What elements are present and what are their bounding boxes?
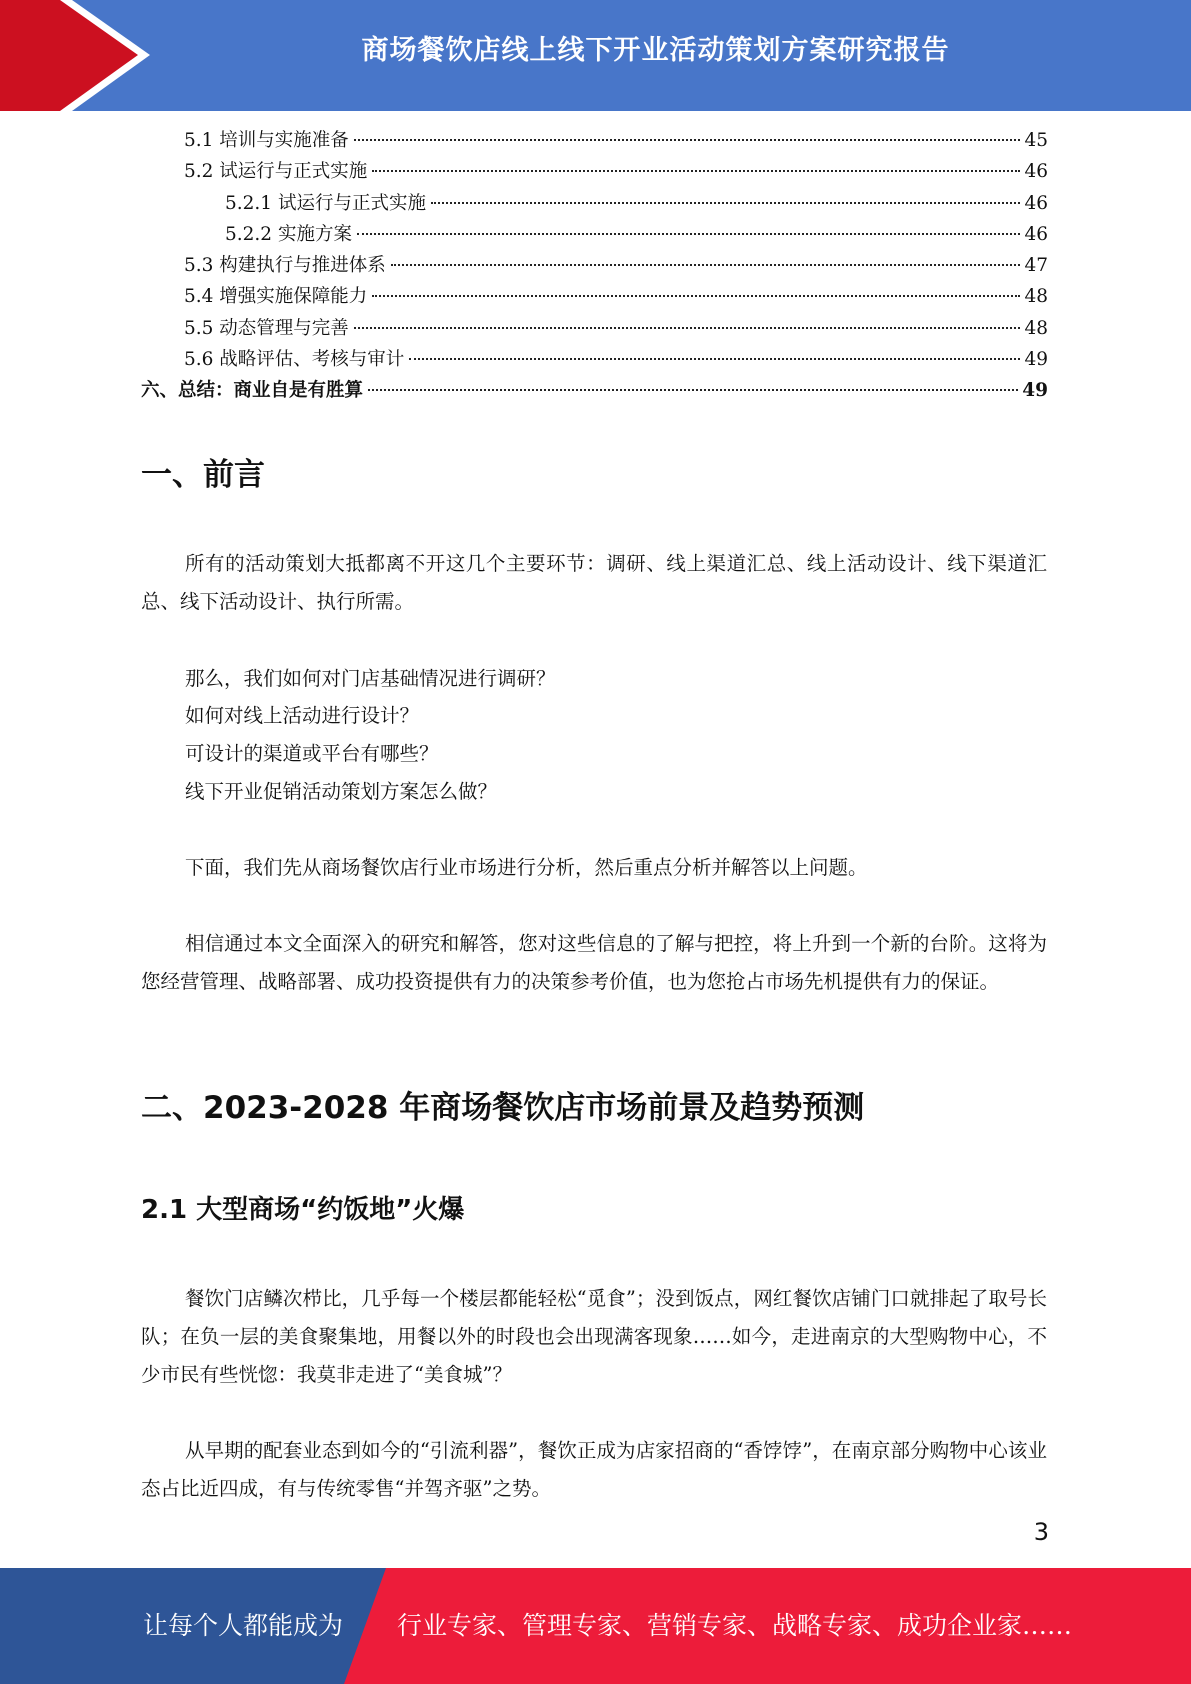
subsection-heading-2-1: 2.1 大型商场“约饭地”火爆	[141, 1195, 465, 1225]
market-paragraph-2: 从早期的配套业态到如今的“引流利器”，餐饮正成为店家招商的“香饽饽”，在南京部分购物中心该业态占比近四成，有与传统零售“并驾齐驱”之势。	[141, 1439, 1047, 1500]
toc-entry-page: 49	[1024, 349, 1048, 371]
toc-entry-title: 5.6 战略评估、考核与审计	[184, 349, 405, 371]
toc-entry-title: 5.2 试运行与正式实施	[184, 161, 368, 183]
question-line-4: 线下开业促销活动策划方案怎么做？	[185, 780, 498, 803]
preface-paragraph-3: 相信通过本文全面深入的研究和解答，您对这些信息的了解与把控，将上升到一个新的台阶。这将为您经营管理、战略部署、成功投资提供有力的决策参考价值，也为您抢占市场先机提供有力的保证。	[141, 932, 1047, 993]
preface-paragraph-1: 所有的活动策划大抵都离不开这几个主要环节：调研、线上渠道汇总、线上活动设计、线下渠道汇总、线下活动设计、执行所需。	[141, 552, 1047, 613]
toc-dot-leader	[354, 327, 1021, 329]
section-heading-market-outlook: 二、2023-2028 年商场餐饮店市场前景及趋势预测	[141, 1090, 865, 1126]
footer-band	[0, 1568, 1191, 1684]
toc-entry-page: 46	[1024, 161, 1048, 183]
toc-dot-leader	[357, 233, 1021, 235]
toc-entry-page: 49	[1022, 380, 1048, 402]
toc-entry[interactable]	[141, 282, 1048, 313]
page-number: 3	[1033, 1518, 1049, 1546]
toc-dot-leader	[431, 202, 1020, 204]
toc-entry[interactable]	[141, 189, 1048, 220]
toc-entry-title: 5.2.1 试运行与正式实施	[225, 192, 426, 214]
toc-dot-leader	[409, 358, 1020, 360]
toc-entry-page: 48	[1024, 286, 1048, 308]
toc-dot-leader	[372, 295, 1020, 297]
toc-entry[interactable]	[141, 376, 1048, 407]
market-paragraph-1: 餐饮门店鳞次栉比，几乎每一个楼层都能轻松“觅食”；没到饭点，网红餐饮店铺门口就排起了取号长队；在负一层的美食聚集地，用餐以外的时段也会出现满客现象……如今，走进南京的大型购物中心，不少市民有些恍惚：我莫非走进了“美食城”？	[141, 1287, 1047, 1386]
toc-entry[interactable]	[141, 220, 1048, 251]
preface-paragraph-2: 下面，我们先从商场餐饮店行业市场进行分析，然后重点分析并解答以上问题。	[185, 856, 868, 879]
toc-entry-page: 46	[1024, 223, 1048, 245]
table-of-contents	[141, 126, 1048, 408]
toc-dot-leader	[391, 264, 1021, 266]
toc-entry-title: 5.1 培训与实施准备	[184, 130, 349, 151]
toc-entry-title: 5.5 动态管理与完善	[184, 317, 349, 339]
toc-entry[interactable]	[141, 251, 1048, 282]
toc-entry-page: 46	[1024, 192, 1048, 214]
toc-entry-title: 5.4 增强实施保障能力	[184, 286, 368, 308]
question-line-3: 可设计的渠道或平台有哪些？	[185, 742, 439, 765]
footer-slogan-right: 行业专家、管理专家、营销专家、战略专家、成功企业家……	[397, 1611, 1073, 1640]
toc-entry-page: 47	[1024, 255, 1048, 277]
section-heading-preface: 一、前言	[141, 457, 265, 493]
toc-dot-leader	[372, 170, 1020, 172]
toc-entry[interactable]	[141, 314, 1048, 345]
question-line-1: 那么，我们如何对门店基础情况进行调研？	[185, 667, 556, 690]
toc-entry[interactable]	[141, 157, 1048, 188]
header-band	[0, 0, 1191, 111]
toc-dot-leader	[368, 389, 1018, 391]
toc-entry-page: 45	[1024, 130, 1048, 151]
toc-dot-leader	[354, 139, 1021, 141]
question-line-2: 如何对线上活动进行设计？	[185, 704, 420, 727]
footer-slogan-left: 让每个人都能成为	[143, 1611, 344, 1640]
document-title: 商场餐饮店线上线下开业活动策划方案研究报告	[361, 35, 950, 66]
toc-entry[interactable]	[141, 345, 1048, 376]
toc-entry-title: 5.2.2 实施方案	[225, 223, 352, 245]
toc-entry-title: 六、总结：商业自是有胜算	[141, 380, 364, 402]
toc-entry-title: 5.3 构建执行与推进体系	[184, 255, 386, 277]
toc-entry[interactable]	[141, 126, 1048, 157]
toc-entry-page: 48	[1024, 317, 1048, 339]
